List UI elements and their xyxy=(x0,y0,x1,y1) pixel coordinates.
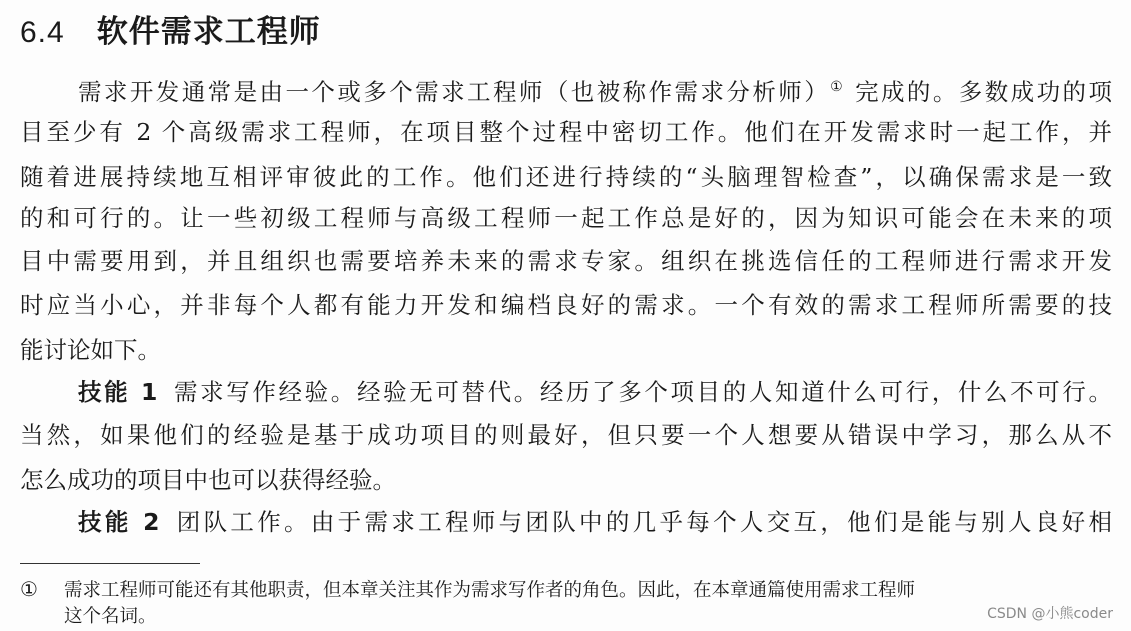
skill-label: 技能 1 xyxy=(78,378,158,406)
skill1-line xyxy=(20,372,1112,412)
skill2-line xyxy=(20,502,1112,542)
section-title: 软件需求工程师 xyxy=(96,14,321,50)
paragraph-line: 当然，如果他们的经验是基于成功项目的则最好，但只要一个人想要从错误中学习，那么从不 xyxy=(20,421,1112,449)
paragraph-line: 随着进展持续地互相评审彼此的工作。他们还进行持续的“头脑理智检查”，以确保需求是一致 xyxy=(20,163,1112,191)
footnote-marker: ① xyxy=(20,577,38,601)
footnote-line xyxy=(20,575,1112,603)
footnote-ref: ① xyxy=(830,79,846,95)
paragraph-line: 能讨论如下。 xyxy=(20,336,161,364)
paragraph-line xyxy=(20,67,1112,107)
footnote-text: 需求工程师可能还有其他职责，但本章关注其作为需求写作者的角色。因此，在本章通篇使用需求工程师 xyxy=(64,580,916,601)
paragraph-line: 目中需要用到，并且组织也需要培养未来的需求专家。组织在挑选信任的工程师进行需求开发 xyxy=(20,247,1112,275)
skill-text: 团队工作。由于需求工程师与团队中的几乎每个人交互，他们是能与别人良好相 xyxy=(173,508,1112,536)
paragraph-line: 怎么成功的项目中也可以获得经验。 xyxy=(20,466,396,494)
footnote-divider xyxy=(20,563,200,564)
skill-label: 技能 2 xyxy=(78,508,160,536)
section-number: 6.4 xyxy=(20,16,65,49)
footnote-line: 这个名词。 xyxy=(64,606,157,627)
paragraph-line: 时应当小心，并非每个人都有能力开发和编档良好的需求。一个有效的需求工程师所需要的技 xyxy=(20,291,1112,319)
watermark: CSDN @小熊coder xyxy=(987,606,1113,622)
paragraph-text: 需求开发通常是由一个或多个需求工程师（也被称作需求分析师） xyxy=(78,77,831,106)
paragraph-line: 的和可行的。让一些初级工程师与高级工程师一起工作总是好的，因为知识可能会在未来的项 xyxy=(20,204,1112,232)
skill-text: 需求写作经验。经验无可替代。经历了多个项目的人知道什么可行，什么不可行。 xyxy=(171,378,1112,406)
paragraph-text: 完成的。多数成功的项 xyxy=(845,77,1112,106)
paragraph-line: 目至少有 2 个高级需求工程师，在项目整个过程中密切工作。他们在开发需求时一起工作，并 xyxy=(20,118,1112,146)
section-heading xyxy=(20,6,321,51)
